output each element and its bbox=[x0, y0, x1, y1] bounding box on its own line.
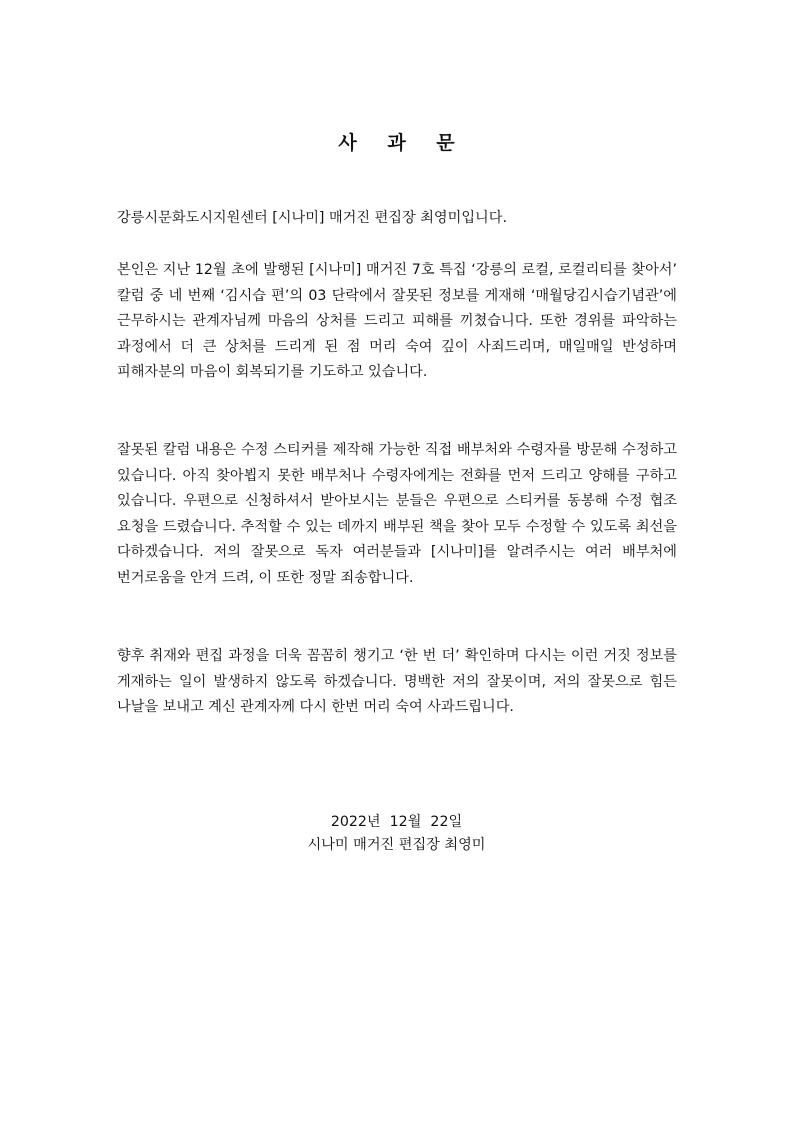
correction-paragraph: 잘못된 칼럼 내용은 수정 스티커를 제작해 가능한 직접 배부처와 수령자를 방문해 수정하고 있습니다. 아직 찾아뵙지 못한 배부처나 수령자에게는 전화를 먼저 드리고 양해를 구하고 있습니다. 우편으로 신청하셔서 받아보시는 분들은 우편으로 스티커를 동봉해 수정 협조 요청을 드렸습니다. 추적할 수 있는 데까지 배부된 책을 찾아 모두 수정할 수 있도록 최선을 다하겠습니다. 저의 잘못으로 독자 여러분들과 [시나미]를 알려주시는 여러 배부처에 번거로움을 안겨 드려, 이 또한 정말 죄송합니다. bbox=[117, 442, 677, 586]
document-date: 2022년 12월 22일 bbox=[330, 814, 463, 830]
apology-paragraph: 본인은 지난 12월 초에 발행된 [시나미] 매거진 7호 특집 ‘강릉의 로컬, 로컬리티를 찾아서’ 칼럼 중 네 번째 ‘김시습 편’의 03 단락에서 잘못된 정보를 게재해 ‘매월당김시습기념관’에 근무하시는 관계자님께 마음의 상처를 드리고 피해를 끼쳤습니다. 또한 경위를 파악하는 과정에서 더 큰 상처를 드리게 된 점 머리 숙여 깊이 사죄드리며, 매일매일 반성하며 피해자분의 마음이 회복되기를 기도하고 있습니다. bbox=[117, 262, 677, 380]
commitment-paragraph: 향후 취재와 편집 과정을 더욱 꼼꼼히 챙기고 ‘한 번 더’ 확인하며 다시는 이런 거짓 정보를 게재하는 일이 발생하지 않도록 하겠습니다. 명백한 저의 잘못이며, 저의 잘못으로 힘든 나날을 보내고 계신 관계자께 다시 한번 머리 숙여 사과드립니다. bbox=[117, 648, 677, 715]
signature-block bbox=[0, 811, 793, 857]
document-title: 사 과 문 bbox=[338, 132, 467, 154]
document-signature: 시나미 매거진 편집장 최영미 bbox=[307, 837, 486, 853]
greeting-paragraph: 강릉시문화도시지원센터 [시나미] 매거진 편집장 최영미입니다. bbox=[117, 210, 507, 226]
